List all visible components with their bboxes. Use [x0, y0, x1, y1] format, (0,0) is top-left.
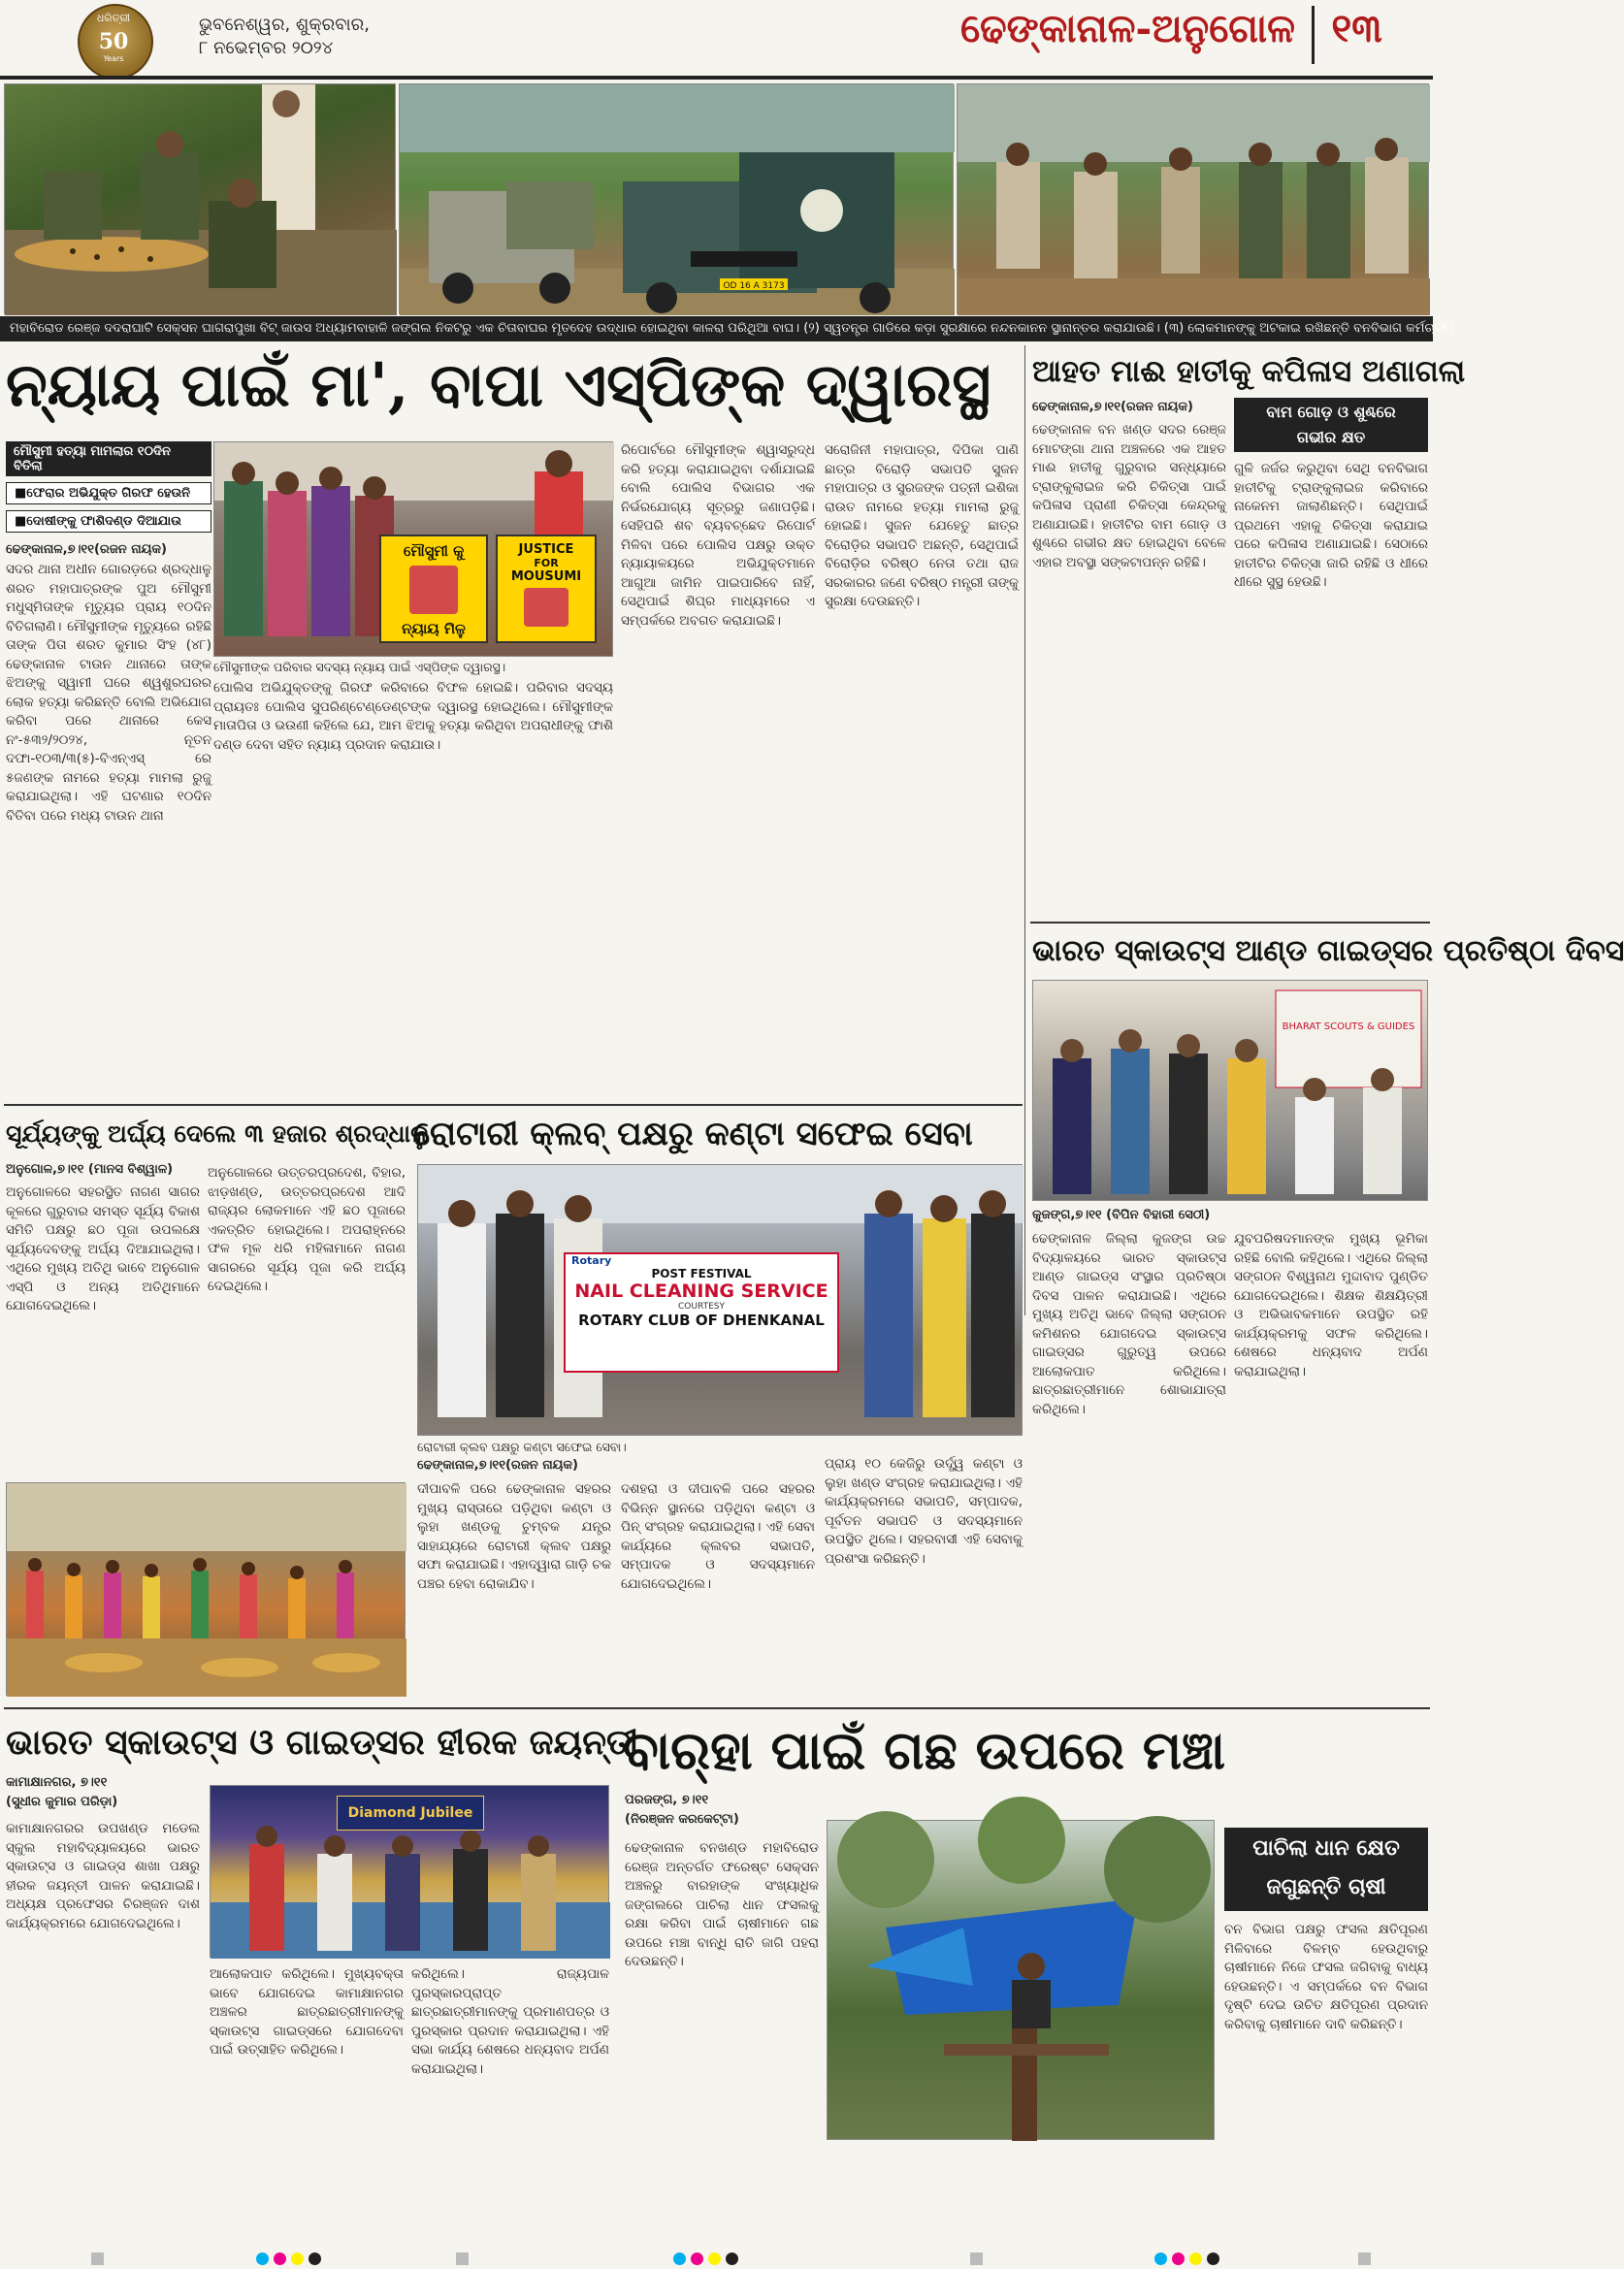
cyan-dot-icon	[256, 2253, 269, 2265]
protest-sign-line3: MOUSUMI	[510, 569, 582, 584]
rotary-banner	[564, 1252, 839, 1373]
portrait-icon	[409, 566, 458, 614]
portrait-icon	[524, 588, 568, 627]
registration-square-icon	[456, 2253, 469, 2265]
scouts-scene-illustration	[1033, 981, 1429, 1202]
diamond-jubilee-photo	[210, 1785, 609, 1958]
diamond-column-2: ଆଲୋକପାତ କରିଥିଲେ। ମୁଖ୍ୟବକ୍ତା ଭାବେ ଯୋଗଦେଇ କାମାକ୍ଷାନଗର ଅଞ୍ଚଳର ଛାତ୍ରଛାତ୍ରୀମାନଙ୍କୁ ସ୍କାଉଟ୍ସ ଗାଇଡ୍ସରେ ଯୋଗଦେବା ପାଇଁ ଉତ୍ସାହିତ କରିଥିଲେ।	[210, 1966, 404, 2058]
registration-square-icon	[970, 2253, 983, 2265]
crowd-photo	[957, 83, 1429, 314]
protest-sign-odia-line1: ମୌସୁମୀ କୁ	[403, 542, 465, 560]
lead-sidebar	[6, 441, 211, 1104]
forest-vans-photo	[399, 83, 954, 314]
surya-headline: ସୂର୍ଯ୍ୟଙ୍କୁ ଅର୍ଘ୍ୟ ଦେଲେ ୩ ହଜାର ଶ୍ରଦ୍ଧାଳୁ	[6, 1119, 429, 1148]
elephant-column-2: ଗୁଳି ଜର୍ଜର କରୁଥିବା ସେଥି ବନବିଭାଗ ହାତୀଟିକୁ ଟ୍ରାଙ୍କୁଲାଇଜ କରିବାରେ ନାକେନମ ଜାଲାଣିଛନ୍ତି। ସେଥିପାଇଁ ପ୍ରଥମେ ଏହାକୁ ଚିକିତ୍ସା କରାଯାଇ ପରେ କପିଳାସ ଅଣାଯାଇଛି। ସେଠାରେ ହାତୀଟିର ଚିକିତ୍ସା ଜାରି ରହିଛି ଓ ଧୀରେ ଧୀରେ ସୁସ୍ଥ ହେଉଛି।	[1234, 461, 1428, 590]
scouts-day-photo	[1032, 980, 1428, 1201]
scouts-day-column-1: ଢେଙ୍କାନାଳ ଜିଲ୍ଲା କୁଜଙ୍ଗ ଉଚ୍ଚ ବିଦ୍ୟାଳୟରେ ଭାରତ ସ୍କାଉଟ୍ସ ଆଣ୍ଡ ଗାଇଡ୍ସ ସଂସ୍ଥାର ପ୍ରତିଷ୍ଠା ଦିବସ ପାଳନ କରାଯାଇଛି। ଏଥିରେ ମୁଖ୍ୟ ଅତିଥି ଭାବେ ଜିଲ୍ଲା ସଙ୍ଗଠନ କମିଶନର ଯୋଗଦେଇ ସ୍କାଉଟ୍ସ ଗାଇଡ୍ସର ଗୁରୁତ୍ୱ ଉପରେ ଆଲୋକପାତ କରିଥିଲେ। ଛାତ୍ରଛାତ୍ରୀମାନେ ଶୋଭାଯାତ୍ରା କରିଥିଲେ।	[1032, 1231, 1226, 1417]
barha-column-1: ଢେଙ୍କାନାଳ ବନଖଣ୍ଡ ମହାବିରୋଡ ରେଞ୍ଜ ଅନ୍ତର୍ଗତ ଫରେଷ୍ଟ ସେକ୍ସନ ଅଞ୍ଚଳରୁ ବାରହାଙ୍କ ସଂଖ୍ୟାଧିକ ଜଙ୍ଗଲରେ ପାଚିଲା ଧାନ ଫସଲକୁ ରକ୍ଷା କରିବା ପାଇଁ ଚାଷୀମାନେ ଗଛ ଉପରେ ମଞ୍ଚା ବାନ୍ଧି ରାତି ଜାଗି ପହରା ଦେଉଛନ୍ତି।	[625, 1840, 819, 1969]
black-dot-icon	[309, 2253, 321, 2265]
rotary-banner-line2: NAIL CLEANING SERVICE	[574, 1280, 828, 1302]
barha-byline-place: ପରଜଙ୍ଗ, ୭।୧୧	[625, 1793, 709, 1807]
lead-column-4: ସରୋଜିନୀ ମହାପାତ୍ର, ଦିପିକା ପାଣି ଛାତ୍ର ବିରୋଡ଼ି ସଭାପତି ସୁଜନ ମହାପାତ୍ର ଓ ସୁରଜଙ୍କ ପତ୍ନୀ ଇଶିକା ରାଉତ ନାମରେ ହତ୍ୟା ମାମଲା ରୁଜୁ ହୋଇଛି। ସୁଜନ ଯେହେତୁ ଛାତ୍ର ବିରୋଡ଼ିର ସଭାପତି ଅଛନ୍ତି, ସେଥିପାଇଁ ବିରୋଡ଼ିର ବରିଷ୍ଠ ନେତା ତଥା ରାଜ ସରକାରର ଜଣେ ବରିଷ୍ଠ ମନ୍ତ୍ରୀ ତାଙ୍କୁ ସୁରକ୍ଷା ଦେଉଛନ୍ତି।	[825, 442, 1019, 609]
elephant-highlight-box	[1234, 398, 1428, 452]
tree-platform-photo	[827, 1820, 1215, 2140]
rotary-column-1: ଦୀପାବଳି ପରେ ଢେଙ୍କାନାଳ ସହରର ମୁଖ୍ୟ ରାସ୍ତାରେ ପଡ଼ିଥିବା କଣ୍ଟା ଓ ଲୁହା ଖଣ୍ଡକୁ ଚୁମ୍ବକ ଯନ୍ତ୍ର ସାହାଯ୍ୟରେ ରୋଟାରୀ କ୍ଲବ ପକ୍ଷରୁ ସଫା କରାଯାଇଛି। ଏହାଦ୍ୱାରା ଗାଡ଼ି ଚକ ପଞ୍ଚର ହେବା ରୋକାଯିବ।	[417, 1481, 611, 1592]
lead-column-3: ରିପୋର୍ଟରେ ମୌସୁମୀଙ୍କ ଶ୍ୱାସରୁଦ୍ଧ କରି ହତ୍ୟା କରାଯାଇଥିବା ଦର୍ଶାଯାଇଛି ବୋଲି ପୋଲିସ ବିଭାଗର ଏକ ନିର୍ଭରଯୋଗ୍ୟ ସୂତ୍ରରୁ ଜଣାପଡ଼ିଛି। ସେହିପରି ଶବ ବ୍ୟବଚ୍ଛେଦ ରିପୋର୍ଟ ମିଳିବା ପରେ ପୋଲିସ ପକ୍ଷରୁ ଉକ୍ତ ନ୍ୟାୟାଳୟରେ ଅଭିଯୁକ୍ତମାନେ ଆଗୁଆ ଜାମିନ ପାଇପାରିବେ ନାହିଁ, ସେଥିପାଇଁ ଶିଘ୍ର ମାଧ୍ୟମରେ ଏ ସମ୍ପର୍କରେ ଅବଗତ କରାଯାଇଛି।	[621, 442, 815, 629]
elephant-column-1: ଢେଙ୍କାନାଳ ବନ ଖଣ୍ଡ ସଦର ରେଞ୍ଜ ମୋଟଙ୍ଗା ଥାନା ଅଞ୍ଚଳରେ ଏକ ଆହତ ମାଈ ହାତୀକୁ ଗୁରୁବାର ସନ୍ଧ୍ୟାରେ ଟ୍ରାଙ୍କୁଲାଇଜ କରି ଚିକିତ୍ସା ପାଇଁ କପିଳାସ ପ୍ରାଣୀ ଚିକିତ୍ସା କେନ୍ଦ୍ରକୁ ଅଣାଯାଇଛି। ହାତୀଟିର ବାମ ଗୋଡ଼ ଓ ଶୁଣ୍ଢରେ ଗଭୀର କ୍ଷତ ହୋଇଥିବା ବେଳେ ଏହାର ଅବସ୍ଥା ସଙ୍କଟାପନ୍ନ ରହିଛି।	[1032, 422, 1226, 570]
magenta-dot-icon	[274, 2253, 286, 2265]
logo-years-label: Years	[103, 54, 124, 63]
rotary-banner-line3: COURTESY	[678, 1302, 725, 1312]
elephant-box-line1: ବାମ ଗୋଡ଼ ଓ ଶୁଣ୍ଢରେ	[1266, 403, 1396, 421]
masthead-rule	[0, 76, 1433, 80]
scouts-board-text: BHARAT SCOUTS & GUIDES	[1282, 1021, 1415, 1032]
logo-years-number: 50	[98, 29, 129, 54]
rotary-brand: Rotary	[571, 1254, 612, 1267]
protest-sign-odia	[379, 535, 488, 643]
lead-headline: ନ୍ୟାୟ ପାଇଁ ମା', ବାପା ଏସ୍‌ପିଙ୍କ ଦ୍ୱାରସ୍ଥ	[6, 349, 991, 420]
diamond-byline-place: କାମାକ୍ଷାନଗର, ୭।୧୧	[6, 1775, 108, 1790]
scouts-day-byline: କୁଜଙ୍ଗ,୭।୧୧ (ବିପିନ ବିହାରୀ ସେଠୀ)	[1032, 1208, 1211, 1222]
lead-bullet-2: ■ଦୋଷୀଙ୍କୁ ଫାଶିଦଣ୍ଡ ଦିଆଯାଉ	[6, 510, 211, 533]
leopard-scene-illustration	[5, 84, 397, 315]
yellow-dot-icon	[708, 2253, 721, 2265]
issue-date-line1: ଭୁବନେଶ୍ୱର, ଶୁକ୍ରବାର,	[199, 15, 371, 35]
barha-byline-name: (ନିରଞ୍ଜନ କରକେଟ୍‌ଟା)	[625, 1812, 739, 1827]
top-photo-caption: ମହାବିରୋଡ ରେଞ୍ଜ ଦଦରାଘାଟି ସେକ୍ସନ ଘାଗରାପୁଖା ବିଟ୍ ଜାଉସ ଅଧ୍ୟାମବାହାଳି ଜଙ୍ଗଲ ନିକଟରୁ ଏକ ଚିତାବାଘର ମୃତଦେହ ଉଦ୍ଧାର ହୋଇଥିବା କାଳରା ପରିଥିଆ ବାଘ। (୨) ସ୍ୱତନ୍ତ୍ର ଗାଡିରେ କଡ଼ା ସୁରକ୍ଷାରେ ନନ୍ଦନକାନନ ସ୍ଥାନାନ୍ତର କରାଯାଉଛି। (୩) ଲୋକମାନଙ୍କୁ ଅଟକାଇ ରଖିଛନ୍ତି ବନବିଭାଗ କର୍ମଚାରୀ।	[0, 316, 1433, 341]
rotary-column-3: ପ୍ରାୟ ୧୦ କେଜିରୁ ଉର୍ଦ୍ଧ୍ୱ କଣ୍ଟା ଓ ଲୁହା ଖଣ୍ଡ ସଂଗ୍ରହ କରାଯାଇଥିଲା। ଏହି କାର୍ଯ୍ୟକ୍ରମରେ ସଭାପତି, ସମ୍ପାଦକ, ପୂର୍ବତନ ସଭାପତି ଓ ସଦସ୍ୟମାନେ ଉପସ୍ଥିତ ଥିଲେ। ସହରବାସୀ ଏହି ସେବାକୁ ପ୍ରଶଂସା କରିଛନ୍ତି।	[825, 1456, 1023, 1567]
print-registration-strip	[0, 2249, 1433, 2269]
masthead	[0, 0, 1433, 80]
protest-photo-caption: ମୌସୁମୀଙ୍କ ପରିବାର ସଦସ୍ୟ ନ୍ୟାୟ ପାଇଁ ଏସ୍‌ପିଙ୍କ ଦ୍ୱାରସ୍ଥ।	[213, 660, 506, 674]
protest-photo	[213, 441, 613, 657]
lead-kicker: ମୌସୁମୀ ହତ୍ୟା ମାମଲାର ୧୦ଦିନ ବିତିଲା	[6, 441, 211, 476]
lead-column-1: ସଦର ଥାନା ଅଧୀନ ଗୋରଡ଼ରେ ଶ୍ରଦ୍ଧାଳୁ ଶରତ ମହାପାତ୍ରଙ୍କ ପୁଅ ମୌସୁମୀ ମଧୁସ୍ମିତାଙ୍କ ମୃତ୍ୟୁର ପ୍ରାୟ ୧୦ଦିନ ବିତିଗଲାଣି। ମୌସୁମୀଙ୍କ ମୃତ୍ୟୁରେ ରହିଛି ତାଙ୍କ ପିତା ଶରତ କୁମାର ସିଂହ (୪୮) ଢେଙ୍କାନାଳ ଟାଉନ ଥାନାରେ ତାଙ୍କ ଝିଅଙ୍କୁ ସ୍ୱାମୀ ଘରେ ଶ୍ୱଶୁରଘରର ଲୋକ ହତ୍ୟା କରିଛନ୍ତି ବୋଲି ଅଭିଯୋଗ କରିବା ପରେ ଥାନାରେ କେସ ନଂ-୫୩୨/୨୦୨୪, ନୂତନ ଦଫା-୧୦୩/୩(୫)-ବିଏନ୍‌ଏସ୍ ରେ ୫ଜଣଙ୍କ ନାମରେ ହତ୍ୟା ମାମଲା ରୁଜୁ କରାଯାଇଥିଲା। ଏହି ଘଟଣାର ୧୦ଦିନ ବିତିବା ପରେ ମଧ୍ୟ ଟାଉନ ଥାନା	[6, 562, 211, 824]
rotary-byline: ଢେଙ୍କାନାଳ,୭।୧୧(ରଜନ ନାୟକ)	[417, 1458, 578, 1473]
protest-sign-english	[496, 535, 597, 643]
tree-scene-illustration	[828, 1821, 1216, 2141]
diamond-headline: ଭାରତ ସ୍କାଉଟ୍ସ ଓ ଗାଇଡ୍ସର ହୀରକ ଜୟନ୍ତୀ	[6, 1722, 639, 1763]
lead-column-2: ପୋଲିସ ଅଭିଯୁକ୍ତଙ୍କୁ ଗିରଫ କରିବାରେ ବିଫଳ ହୋଇଛି। ପରିବାର ସଦସ୍ୟ ପ୍ରାୟତଃ ପୋଲିସ ସୁପରିଣ୍ଟେଣ୍ଡେଣ୍ଟଙ୍କ ଦ୍ୱାରସ୍ଥ ହୋଇଥିଲେ। ମୌସୁମୀଙ୍କ ମାତାପିତା ଓ ଭଉଣୀ କହିଲେ ଯେ, ଆମ ଝିଅକୁ ହତ୍ୟା କରିଥିବା ଅପରାଧୀଙ୍କୁ ଫାଶି ଦଣ୍ଡ ଦେବା ସହିତ ନ୍ୟାୟ ପ୍ରଦାନ କରାଯାଉ।	[213, 680, 613, 753]
chhath-scene-illustration	[7, 1483, 406, 1697]
van-number-plate: OD 16 A 3173	[723, 281, 785, 291]
crowd-scene-illustration	[958, 84, 1430, 315]
protest-sign-odia-line2: ନ୍ୟାୟ ମିଳୁ	[402, 620, 466, 637]
yellow-dot-icon	[291, 2253, 304, 2265]
surya-byline: ଅନୁଗୋଳ,୭।୧୧ (ମାନସ ବିଶ୍ୱାଳ)	[6, 1162, 174, 1177]
section-divider	[4, 1707, 1430, 1709]
rotary-photo-caption: ରୋଟାରୀ କ୍ଲବ ପକ୍ଷରୁ କଣ୍ଟା ସଫେଇ ସେବା।	[417, 1440, 627, 1454]
barha-box-line2: ଜଗୁଛନ୍ତି ଚାଷୀ	[1266, 1875, 1386, 1899]
black-dot-icon	[726, 2253, 738, 2265]
registration-square-icon	[91, 2253, 104, 2265]
diamond-column-3: କରିଥିଲେ। ରାଜ୍ୟପାଳ ପୁରସ୍କାରପ୍ରାପ୍ତ ଛାତ୍ରଛାତ୍ରୀମାନଙ୍କୁ ପ୍ରମାଣପତ୍ର ଓ ପୁରସ୍କାର ପ୍ରଦାନ କରାଯାଇଥିଲା। ଏହି ସଭା କାର୍ଯ୍ୟ ଶେଷରେ ଧନ୍ୟବାଦ ଅର୍ପଣ କରାଯାଇଥିଲା।	[411, 1966, 609, 2077]
vans-scene-illustration	[400, 84, 955, 315]
magenta-dot-icon	[691, 2253, 703, 2265]
elephant-headline: ଆହତ ମାଈ ହାତୀକୁ କପିଳାସ ଅଣାଗଲା	[1032, 354, 1466, 389]
diamond-byline-name: (ସୁଧୀର କୁମାର ପରିଡ଼ା)	[6, 1795, 118, 1809]
cyan-dot-icon	[673, 2253, 686, 2265]
cyan-dot-icon	[1154, 2253, 1167, 2265]
scouts-day-column-2: ଯୁବପରିଷଦମାନଙ୍କ ମୁଖ୍ୟ ଭୂମିକା ରହିଛି ବୋଲି କହିଥିଲେ। ଏଥିରେ ଜିଲ୍ଲା ସଙ୍ଗଠନ ବିଶ୍ୱନାଥ ମୁଦ୍ଦାବାଦ ପୁଣ୍ଡିତ ଯୋଗଦେଇଥିଲେ। ଶିକ୍ଷକ ଶିକ୍ଷୟିତ୍ରୀ ଓ ଅଭିଭାବକମାନେ ଉପସ୍ଥିତ ରହି କାର୍ଯ୍ୟକ୍ରମକୁ ସଫଳ କରିଥିଲେ। ଶେଷରେ ଧନ୍ୟବାଦ ଅର୍ପଣ କରାଯାଇଥିଲା।	[1234, 1231, 1428, 1379]
yellow-dot-icon	[1189, 2253, 1202, 2265]
anniversary-logo	[39, 4, 184, 78]
surya-column-1: ଅନୁଗୋଳରେ ସହରସ୍ଥିତ ନାଗଣ ସାଗର କୂଳରେ ଗୁରୁବାର ସମସ୍ତ ସୂର୍ଯ୍ୟ ବିକାଶ ସମିତି ପକ୍ଷରୁ ଛଠ ପୂଜା ଉପଲକ୍ଷେ ସୂର୍ଯ୍ୟଦେବଙ୍କୁ ଅର୍ଘ୍ୟ ଦିଆଯାଇଥିଲା। ଏଥିରେ ମୁଖ୍ୟ ଅତିଥି ଭାବେ ଅନୁଗୋଳ ଏସ୍‌ପି ଓ ଅନ୍ୟ ଅତିଥିମାନେ ଯୋଗଦେଇଥିଲେ।	[6, 1184, 200, 1313]
issue-date	[199, 14, 451, 60]
diamond-column-1: କାମାକ୍ଷାନଗରର ଉପଖଣ୍ଡ ମଡେଲ ସ୍କୁଲ ମହାବିଦ୍ୟାଳୟରେ ଭାରତ ସ୍କାଉଟ୍ସ ଓ ଗାଇଡ୍ସ ଶାଖା ପକ୍ଷରୁ ହୀରକ ଜୟନ୍ତୀ ପାଳନ କରାଯାଇଛି। ଅଧ୍ୟକ୍ଷ ପ୍ରଫେସର ଚିରଞ୍ଜନ ଦାଶ କାର୍ଯ୍ୟକ୍ରମରେ ଯୋଗଦେଇଥିଲେ।	[6, 1821, 200, 1931]
protest-sign-line1: JUSTICE	[518, 542, 574, 557]
rotary-headline: ରୋଟାରୀ କ୍ଲବ୍ ପକ୍ଷରୁ କଣ୍ଟା ସଫେଇ ସେବା	[413, 1115, 973, 1153]
section-divider	[1030, 922, 1430, 924]
lead-byline: ଢେଙ୍କାନାଳ,୭।୧୧(ରଜନ ନାୟକ)	[6, 542, 167, 557]
elephant-box-line2: ଗଭୀର କ୍ଷତ	[1296, 428, 1366, 446]
section-divider	[4, 1104, 1023, 1106]
chhath-photo	[6, 1482, 406, 1696]
lead-bullet-1: ■ଫେରାର ଅଭିଯୁକ୍ତ ଗିରଫ ହେଉନି	[6, 482, 211, 504]
barha-column-2: ବନ ବିଭାଗ ପକ୍ଷରୁ ଫସଲ କ୍ଷତିପୂରଣ ମିଳିବାରେ ବିଳମ୍ବ ହେଉଥିବାରୁ ଚାଷୀମାନେ ନିଜେ ଫସଲ ଜଗିବାକୁ ବାଧ୍ୟ ହେଉଛନ୍ତି। ଏ ସମ୍ପର୍କରେ ବନ ବିଭାଗ ଦୃଷ୍ଟି ଦେଇ ଉଚିତ କ୍ଷତିପୂରଣ ପ୍ରଦାନ କରିବାକୁ ଚାଷୀମାନେ ଦାବି କରିଛନ୍ତି।	[1224, 1922, 1428, 2032]
black-dot-icon	[1207, 2253, 1219, 2265]
column-rule	[1024, 345, 1025, 1315]
rotary-column-2: ଦଶହରା ଓ ଦୀପାବଳି ପରେ ସହରର ବିଭିନ୍ନ ସ୍ଥାନରେ ପଡ଼ିଥିବା କଣ୍ଟା ଓ ପିନ୍ ସଂଗ୍ରହ କରାଯାଇଥିଲା। ଏହି ସେବା କାର୍ଯ୍ୟରେ କ୍ଲବର ସଭାପତି, ସମ୍ପାଦକ ଓ ସଦସ୍ୟମାନେ ଯୋଗଦେଇଥିଲେ।	[621, 1481, 815, 1592]
issue-date-line2: ୮ ନଭେମ୍ବର ୨୦୨୪	[199, 38, 334, 58]
rotary-photo	[417, 1164, 1023, 1436]
barha-box-line1: ପାଚିଲା ଧାନ କ୍ଷେତ	[1252, 1836, 1400, 1861]
leopard-photo	[4, 83, 396, 314]
barha-headline: ବାର୍‌ହା ପାଇଁ ଗଛ ଉପରେ ମଞ୍ଚା	[623, 1719, 1226, 1781]
section-title: ଢେଙ୍କାନାଳ-ଅନୁଗୋଳ	[959, 6, 1295, 51]
surya-column-2: ଅନୁଗୋଳରେ ଉତ୍ତରପ୍ରଦେଶ, ବିହାର, ଝାଡ଼ଖଣ୍ଡ, ଉତ୍ତରପ୍ରଦେଶ ଆଦି ରାଜ୍ୟର ଲୋକମାନେ ଏହି ଛଠ ପୂଜାରେ ଏକତ୍ରିତ ହୋଇଥିଲେ। ଅପରାହ୍ନରେ ଫଳ ମୂଳ ଧରି ମହିଳାମାନେ ନାଗଣ ସାଗରରେ ସୂର୍ଯ୍ୟ ପୂଜା କରି ଅର୍ଘ୍ୟ ଦେଇଥିଲେ।	[208, 1165, 406, 1294]
rotary-banner-line1: POST FESTIVAL	[651, 1267, 752, 1280]
magenta-dot-icon	[1172, 2253, 1185, 2265]
protest-sign-line2: FOR	[534, 557, 559, 569]
logo-top-text: ଧରିତ୍ରୀ	[96, 12, 131, 24]
diamond-banner: Diamond Jubilee	[337, 1796, 484, 1831]
barha-highlight-box	[1224, 1828, 1428, 1911]
page-number: ୧୩	[1312, 6, 1399, 64]
elephant-byline: ଢେଙ୍କାନାଳ,୭।୧୧(ରଜନ ନାୟକ)	[1032, 400, 1193, 414]
scouts-day-headline: ଭାରତ ସ୍କାଉଟ୍ସ ଆଣ୍ଡ ଗାଇଡ୍ସର ପ୍ରତିଷ୍ଠା ଦିବସ	[1032, 934, 1624, 968]
registration-square-icon	[1358, 2253, 1371, 2265]
rotary-banner-line4: ROTARY CLUB OF DHENKANAL	[578, 1312, 825, 1329]
